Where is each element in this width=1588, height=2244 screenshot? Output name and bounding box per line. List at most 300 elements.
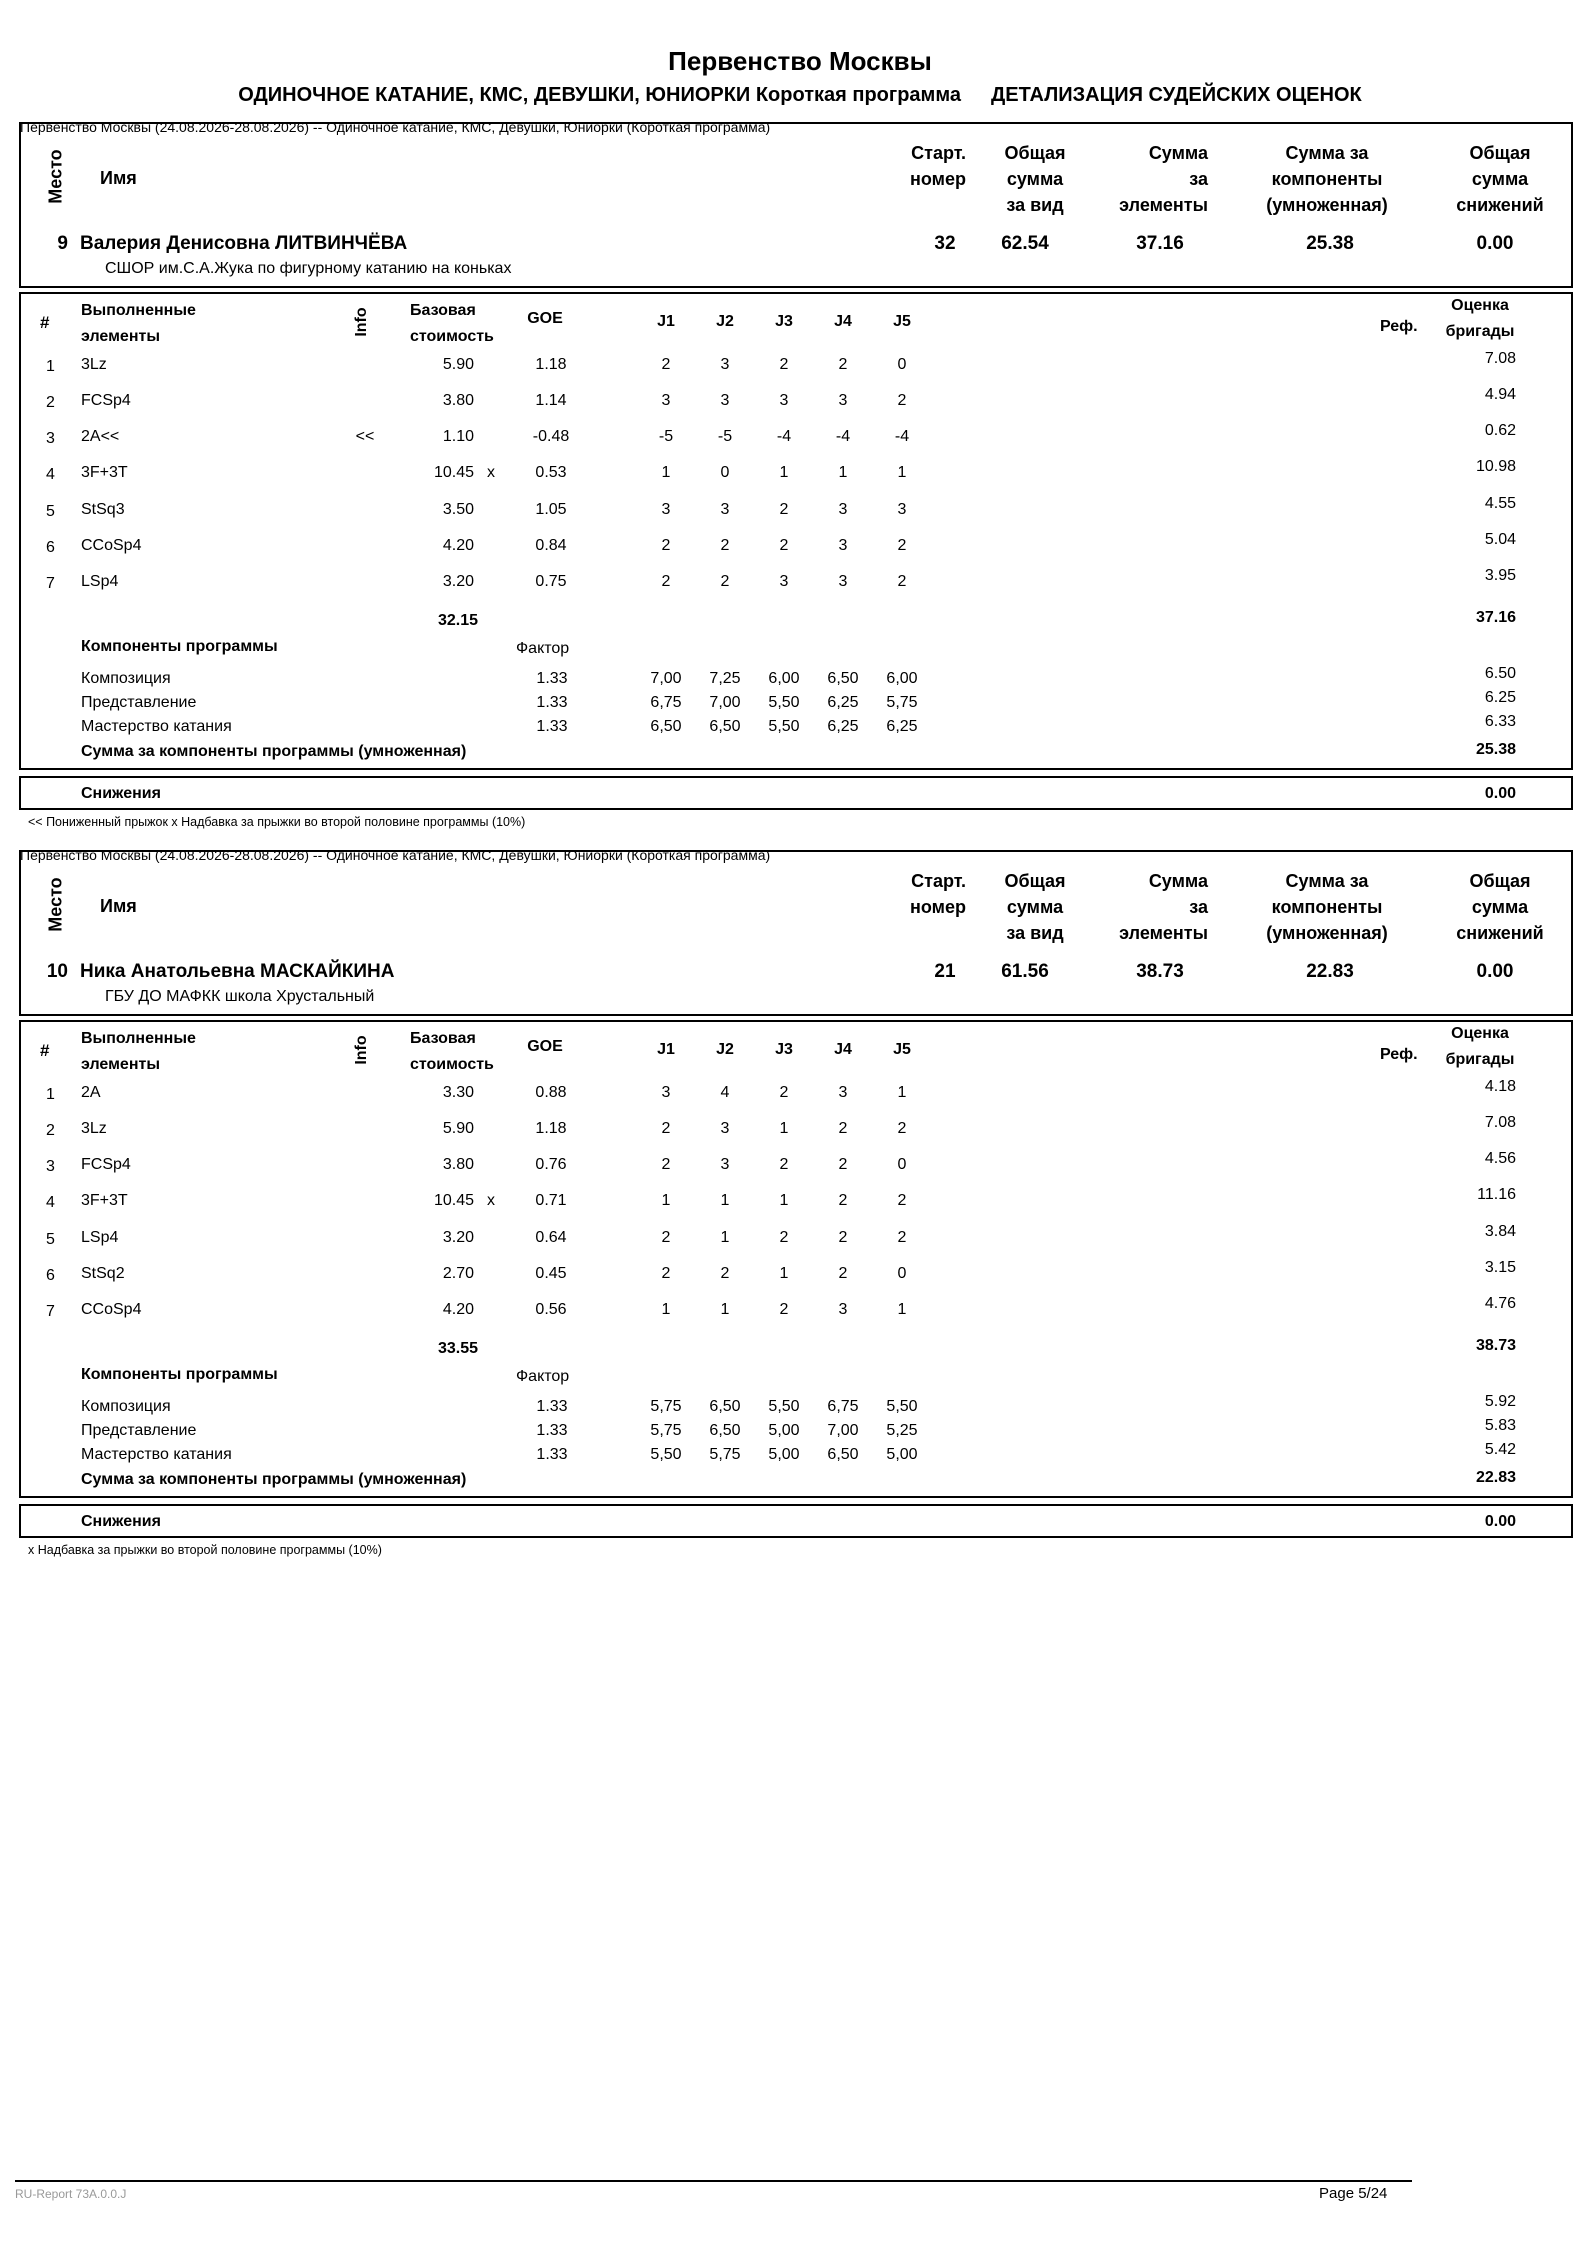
- total-components-value: 22.83: [1306, 961, 1354, 982]
- element-goe: 1.05: [535, 501, 567, 518]
- start-no-label-line: Старт.: [911, 143, 966, 163]
- total-components-label-line: компоненты: [1271, 169, 1383, 189]
- factor-label: Фактор: [516, 1368, 570, 1385]
- element-judge-score: 2: [897, 1192, 907, 1209]
- element-base-value: 3.20: [442, 1229, 474, 1246]
- total-components-value: 25.38: [1306, 233, 1354, 254]
- total-components-label: [1252, 140, 1402, 218]
- element-judge-score: 3: [720, 501, 730, 518]
- skater-club: СШОР им.С.А.Жука по фигурному катанию на коньках: [105, 260, 512, 277]
- element-goe: 0.88: [535, 1084, 567, 1101]
- element-judge-score: 3: [720, 1156, 730, 1173]
- component-factor: 1.33: [536, 1422, 568, 1439]
- element-judge-score: 2: [838, 1265, 848, 1282]
- component-judge-score: 5,50: [768, 1398, 800, 1415]
- component-panel-score: 6.50: [1484, 665, 1516, 682]
- info-label: Info: [353, 1035, 370, 1065]
- element-judge-score: 3: [720, 392, 730, 409]
- num-label: #: [40, 313, 50, 332]
- base-value-label-line: Базовая: [410, 1030, 476, 1047]
- element-judge-score: 2: [779, 501, 789, 518]
- element-judge-score: -5: [717, 428, 733, 445]
- component-name: Представление: [81, 1422, 197, 1439]
- element-panel-score: 3.84: [1484, 1223, 1516, 1240]
- element-number: 3: [46, 1158, 55, 1175]
- program-components-label: Компоненты программы: [81, 638, 278, 655]
- element-number: 4: [46, 1194, 55, 1211]
- base-value-total: 32.15: [437, 612, 478, 629]
- component-judge-score: 6,75: [650, 694, 682, 711]
- element-judge-score: 3: [661, 392, 671, 409]
- component-judge-score: 5,75: [650, 1422, 682, 1439]
- total-deductions-label-line: Общая: [1469, 143, 1531, 163]
- total-elements-label-line: Сумма: [1148, 871, 1208, 891]
- total-score-label-line: сумма: [1006, 897, 1064, 917]
- component-panel-score: 5.92: [1484, 1393, 1516, 1410]
- component-judge-score: 5,00: [886, 1446, 918, 1463]
- components-total: 22.83: [1475, 1469, 1516, 1486]
- element-judge-score: 1: [720, 1301, 730, 1318]
- element-number: 2: [46, 1122, 55, 1139]
- element-code: StSq2: [81, 1265, 125, 1282]
- element-number: 1: [46, 358, 55, 375]
- element-panel-score: 4.56: [1484, 1150, 1516, 1167]
- base-value-label: [410, 298, 494, 350]
- element-judge-score: 3: [720, 356, 730, 373]
- executed-label-line: Выполненные: [81, 302, 196, 319]
- total-score-value: 61.56: [1001, 961, 1049, 982]
- element-judge-score: 1: [661, 1192, 671, 1209]
- element-code: LSp4: [81, 1229, 119, 1246]
- total-elements-value: 38.73: [1136, 961, 1184, 982]
- element-goe: 1.18: [535, 1120, 567, 1137]
- element-base-value: 3.20: [442, 573, 474, 590]
- element-goe: -0.48: [532, 428, 570, 445]
- element-judge-score: 3: [779, 392, 789, 409]
- element-goe: 0.53: [535, 464, 567, 481]
- element-goe: 0.76: [535, 1156, 567, 1173]
- element-judge-score: 2: [779, 356, 789, 373]
- element-judge-score: 2: [779, 1156, 789, 1173]
- element-judge-score: 2: [897, 1229, 907, 1246]
- element-code: LSp4: [81, 573, 119, 590]
- element-panel-score: 3.15: [1484, 1259, 1516, 1276]
- element-base-value: 2.70: [442, 1265, 474, 1282]
- component-judge-score: 6,75: [827, 1398, 859, 1415]
- element-judge-score: 3: [838, 1084, 848, 1101]
- element-judge-score: 2: [897, 392, 907, 409]
- element-judge-score: 3: [838, 392, 848, 409]
- element-code: 3Lz: [81, 1120, 107, 1137]
- component-judge-score: 6,00: [768, 670, 800, 687]
- elements-total: 37.16: [1475, 609, 1516, 626]
- element-number: 7: [46, 1303, 55, 1320]
- executed-label-line: элементы: [81, 328, 160, 345]
- element-judge-score: 1: [661, 464, 671, 481]
- element-judge-score: 2: [661, 1120, 671, 1137]
- base-value-label: [410, 1026, 494, 1078]
- element-base-value: 10.45: [433, 464, 474, 481]
- footnote: x Надбавка за прыжки во второй половине программы (10%): [28, 1543, 382, 1557]
- element-code: FCSp4: [81, 1156, 131, 1173]
- component-factor: 1.33: [536, 694, 568, 711]
- base-value-label-line: стоимость: [410, 1056, 494, 1073]
- element-panel-score: 10.98: [1475, 458, 1516, 475]
- element-number: 7: [46, 575, 55, 592]
- component-judge-score: 5,50: [768, 718, 800, 735]
- footer-page-number: Page 5/24: [1319, 2185, 1388, 2202]
- num-label: #: [40, 1041, 50, 1060]
- element-base-value: 5.90: [442, 1120, 474, 1137]
- panel-score-label-line: Оценка: [1451, 297, 1509, 314]
- executed-label: [81, 1026, 196, 1078]
- element-judge-score: 1: [838, 464, 848, 481]
- element-base-value: 4.20: [442, 1301, 474, 1318]
- ref-label: Реф.: [1380, 1046, 1418, 1063]
- total-components-label-line: Сумма за: [1285, 143, 1369, 163]
- total-score-label-line: за вид: [1006, 923, 1064, 943]
- element-judge-score: 2: [838, 1229, 848, 1246]
- element-code: CCoSp4: [81, 537, 142, 554]
- element-judge-score: 0: [897, 1265, 907, 1282]
- component-judge-score: 6,50: [709, 1398, 741, 1415]
- element-code: FCSp4: [81, 392, 131, 409]
- element-judge-score: 1: [720, 1192, 730, 1209]
- deductions-value: 0.00: [1484, 1513, 1516, 1530]
- element-judge-score: 2: [897, 537, 907, 554]
- element-judge-score: 1: [779, 1120, 789, 1137]
- component-judge-score: 5,25: [886, 1422, 918, 1439]
- total-elements-label-line: элементы: [1119, 923, 1208, 943]
- goe-label: GOE: [527, 310, 563, 327]
- component-name: Композиция: [81, 670, 171, 687]
- component-judge-score: 5,75: [886, 694, 918, 711]
- element-goe: 0.71: [535, 1192, 567, 1209]
- component-judge-score: 5,00: [768, 1422, 800, 1439]
- element-code: StSq3: [81, 501, 125, 518]
- skater-rank: 10: [46, 961, 68, 982]
- total-elements-label: [1100, 868, 1208, 946]
- element-judge-score: -4: [776, 428, 792, 445]
- element-code: CCoSp4: [81, 1301, 142, 1318]
- total-elements-value: 37.16: [1136, 233, 1184, 254]
- element-judge-score: 2: [779, 1084, 789, 1101]
- info-label: Info: [353, 307, 370, 337]
- component-panel-score: 6.33: [1484, 713, 1516, 730]
- component-judge-score: 6,50: [827, 670, 859, 687]
- element-judge-score: 3: [838, 573, 848, 590]
- total-deductions-label-line: Общая: [1469, 871, 1531, 891]
- total-score-label: [990, 868, 1080, 946]
- total-deductions-label-line: снижений: [1456, 195, 1544, 215]
- element-judge-score: 1: [897, 464, 907, 481]
- base-value-label-line: стоимость: [410, 328, 494, 345]
- total-elements-label-line: за: [1189, 169, 1208, 189]
- judge-label-j2: J2: [716, 313, 734, 330]
- element-code: 2A: [81, 1084, 101, 1101]
- deductions-value: 0.00: [1484, 785, 1516, 802]
- start-number: 21: [934, 961, 956, 982]
- element-base-value: 3.80: [442, 1156, 474, 1173]
- judge-label-j1: J1: [657, 1041, 675, 1058]
- element-judge-score: 1: [779, 464, 789, 481]
- judge-label-j5: J5: [893, 1041, 911, 1058]
- component-panel-score: 6.25: [1484, 689, 1516, 706]
- event-line: Первенство Москвы (24.08.2026-28.08.2026) -- Одиночное катание, КМС, Девушки, Юниорки (Короткая программа): [20, 119, 771, 135]
- element-panel-score: 7.08: [1484, 350, 1516, 367]
- total-deductions-label-line: сумма: [1471, 897, 1529, 917]
- element-number: 6: [46, 1267, 55, 1284]
- total-deductions-label: [1440, 868, 1560, 946]
- element-judge-score: 2: [661, 573, 671, 590]
- element-judge-score: 2: [661, 1265, 671, 1282]
- start-no-label-line: номер: [910, 169, 966, 189]
- element-judge-score: -4: [894, 428, 910, 445]
- component-judge-score: 7,00: [827, 1422, 859, 1439]
- program-components-label: Компоненты программы: [81, 1366, 278, 1383]
- element-judge-score: 2: [720, 1265, 730, 1282]
- element-judge-score: 3: [779, 573, 789, 590]
- element-base-value: 3.80: [442, 392, 474, 409]
- total-components-label-line: Сумма за: [1285, 871, 1369, 891]
- skater-club: ГБУ ДО МАФКК школа Хрустальный: [105, 988, 375, 1005]
- footer-software: RU-Report 73A.0.0.J: [15, 2187, 127, 2201]
- element-judge-score: 3: [838, 501, 848, 518]
- elements-total: 38.73: [1475, 1337, 1516, 1354]
- subtitle-report-type: ДЕТАЛИЗАЦИЯ СУДЕЙСКИХ ОЦЕНОК: [991, 84, 1362, 106]
- element-judge-score: 2: [897, 1120, 907, 1137]
- name-label: Имя: [100, 168, 137, 188]
- component-factor: 1.33: [536, 670, 568, 687]
- element-judge-score: 1: [897, 1084, 907, 1101]
- total-elements-label-line: за: [1189, 897, 1208, 917]
- total-score-value: 62.54: [1001, 233, 1049, 254]
- element-code: 3Lz: [81, 356, 107, 373]
- page-subtitle: [0, 84, 1588, 107]
- total-components-label-line: (умноженная): [1266, 195, 1388, 215]
- element-goe: 0.75: [535, 573, 567, 590]
- panel-score-label: [1445, 1021, 1515, 1073]
- component-name: Мастерство катания: [81, 718, 232, 735]
- element-number: 3: [46, 430, 55, 447]
- start-no-label-line: номер: [910, 897, 966, 917]
- element-judge-score: 1: [661, 1301, 671, 1318]
- start-no-label: [880, 868, 966, 920]
- element-bonus-mark: x: [487, 1192, 495, 1209]
- start-no-label-line: Старт.: [911, 871, 966, 891]
- element-base-value: 1.10: [442, 428, 474, 445]
- factor-label: Фактор: [516, 640, 570, 657]
- footnote: << Пониженный прыжок x Надбавка за прыжки во второй половине программы (10%): [28, 815, 526, 829]
- executed-label-line: элементы: [81, 1056, 160, 1073]
- element-number: 6: [46, 539, 55, 556]
- total-elements-label-line: элементы: [1119, 195, 1208, 215]
- start-number: 32: [934, 233, 956, 254]
- element-judge-score: 1: [897, 1301, 907, 1318]
- skater-name: Валерия Денисовна ЛИТВИНЧЁВА: [80, 233, 408, 254]
- judge-label-j5: J5: [893, 313, 911, 330]
- element-number: 5: [46, 503, 55, 520]
- components-total-label: Сумма за компоненты программы (умноженная): [81, 1471, 467, 1488]
- element-judge-score: 2: [838, 356, 848, 373]
- element-judge-score: 2: [720, 537, 730, 554]
- element-panel-score: 5.04: [1484, 531, 1516, 548]
- place-label: Место: [45, 877, 66, 932]
- element-judge-score: 2: [661, 1156, 671, 1173]
- component-judge-score: 5,50: [650, 1446, 682, 1463]
- skater-rank: 9: [57, 233, 68, 254]
- component-factor: 1.33: [536, 718, 568, 735]
- base-value-label-line: Базовая: [410, 302, 476, 319]
- name-label: Имя: [100, 896, 137, 916]
- component-judge-score: 7,00: [650, 670, 682, 687]
- element-judge-score: 2: [838, 1156, 848, 1173]
- element-judge-score: 2: [661, 1229, 671, 1246]
- component-judge-score: 5,50: [768, 694, 800, 711]
- element-judge-score: 1: [720, 1229, 730, 1246]
- element-goe: 0.64: [535, 1229, 567, 1246]
- element-judge-score: 0: [720, 464, 730, 481]
- element-panel-score: 11.16: [1477, 1186, 1516, 1203]
- element-number: 5: [46, 1231, 55, 1248]
- component-judge-score: 6,25: [886, 718, 918, 735]
- component-judge-score: 6,00: [886, 670, 918, 687]
- panel-score-label-line: бригады: [1445, 323, 1515, 340]
- event-line: Первенство Москвы (24.08.2026-28.08.2026) -- Одиночное катание, КМС, Девушки, Юниорки (Короткая программа): [20, 847, 771, 863]
- total-components-label: [1252, 868, 1402, 946]
- judge-label-j4: J4: [834, 1041, 852, 1058]
- element-panel-score: 0.62: [1484, 422, 1516, 439]
- total-deductions-value: 0.00: [1476, 961, 1514, 982]
- component-name: Мастерство катания: [81, 1446, 232, 1463]
- element-judge-score: 3: [720, 1120, 730, 1137]
- element-judge-score: 3: [838, 537, 848, 554]
- element-goe: 0.56: [535, 1301, 567, 1318]
- element-bonus-mark: x: [487, 464, 495, 481]
- element-judge-score: 2: [779, 537, 789, 554]
- total-deductions-value: 0.00: [1476, 233, 1514, 254]
- goe-label: GOE: [527, 1038, 563, 1055]
- component-factor: 1.33: [536, 1446, 568, 1463]
- total-deductions-label-line: сумма: [1471, 169, 1529, 189]
- total-score-label-line: Общая: [1004, 871, 1066, 891]
- element-judge-score: 0: [897, 356, 907, 373]
- component-judge-score: 5,50: [886, 1398, 918, 1415]
- panel-score-label-line: Оценка: [1451, 1025, 1509, 1042]
- element-judge-score: 2: [661, 356, 671, 373]
- deductions-label: Снижения: [81, 1513, 161, 1530]
- total-score-label-line: сумма: [1006, 169, 1064, 189]
- element-judge-score: 1: [779, 1192, 789, 1209]
- element-judge-score: 4: [720, 1084, 730, 1101]
- component-judge-score: 6,25: [827, 694, 859, 711]
- element-judge-score: 1: [779, 1265, 789, 1282]
- component-judge-score: 5,00: [768, 1446, 800, 1463]
- element-goe: 0.84: [535, 537, 567, 554]
- element-panel-score: 4.18: [1484, 1078, 1516, 1095]
- total-elements-label-line: Сумма: [1148, 143, 1208, 163]
- total-deductions-label: [1440, 140, 1560, 218]
- element-judge-score: 2: [897, 573, 907, 590]
- component-judge-score: 6,50: [650, 718, 682, 735]
- element-panel-score: 3.95: [1484, 567, 1516, 584]
- footer-divider: [15, 2180, 1412, 2182]
- component-judge-score: 7,00: [709, 694, 741, 711]
- judge-label-j1: J1: [657, 313, 675, 330]
- element-goe: 1.14: [535, 392, 567, 409]
- element-judge-score: 2: [661, 537, 671, 554]
- ref-label: Реф.: [1380, 318, 1418, 335]
- panel-score-label-line: бригады: [1445, 1051, 1515, 1068]
- total-components-label-line: (умноженная): [1266, 923, 1388, 943]
- component-judge-score: 5,75: [650, 1398, 682, 1415]
- deductions-label: Снижения: [81, 785, 161, 802]
- total-components-label-line: компоненты: [1271, 897, 1383, 917]
- deductions-box: [19, 1504, 1573, 1538]
- element-judge-score: -4: [835, 428, 851, 445]
- judge-label-j2: J2: [716, 1041, 734, 1058]
- skater-name: Ника Анатольевна МАСКАЙКИНА: [80, 961, 395, 982]
- element-number: 1: [46, 1086, 55, 1103]
- element-base-value: 10.45: [433, 1192, 474, 1209]
- element-panel-score: 7.08: [1484, 1114, 1516, 1131]
- element-base-value: 5.90: [442, 356, 474, 373]
- base-value-total: 33.55: [437, 1340, 478, 1357]
- element-judge-score: 2: [779, 1301, 789, 1318]
- element-judge-score: -5: [658, 428, 674, 445]
- executed-label-line: Выполненные: [81, 1030, 196, 1047]
- element-base-value: 3.50: [442, 501, 474, 518]
- element-panel-score: 4.55: [1484, 495, 1516, 512]
- element-judge-score: 2: [838, 1120, 848, 1137]
- total-score-label-line: Общая: [1004, 143, 1066, 163]
- panel-score-label: [1445, 293, 1515, 345]
- components-total: 25.38: [1475, 741, 1516, 758]
- place-label: Место: [45, 149, 66, 204]
- component-judge-score: 6,25: [827, 718, 859, 735]
- element-judge-score: 2: [779, 1229, 789, 1246]
- element-panel-score: 4.76: [1484, 1295, 1516, 1312]
- judge-label-j4: J4: [834, 313, 852, 330]
- component-panel-score: 5.42: [1484, 1441, 1516, 1458]
- element-info: <<: [355, 428, 375, 445]
- executed-label: [81, 298, 196, 350]
- components-total-label: Сумма за компоненты программы (умноженная): [81, 743, 467, 760]
- element-judge-score: 2: [720, 573, 730, 590]
- judge-label-j3: J3: [775, 313, 793, 330]
- page-title: Первенство Москвы: [668, 46, 932, 76]
- component-judge-score: 7,25: [709, 670, 741, 687]
- element-code: 3F+3T: [81, 464, 128, 481]
- element-panel-score: 4.94: [1484, 386, 1516, 403]
- deductions-box: [19, 776, 1573, 810]
- component-judge-score: 6,50: [827, 1446, 859, 1463]
- start-no-label: [880, 140, 966, 192]
- element-judge-score: 2: [838, 1192, 848, 1209]
- element-judge-score: 3: [838, 1301, 848, 1318]
- total-deductions-label-line: снижений: [1456, 923, 1544, 943]
- element-judge-score: 0: [897, 1156, 907, 1173]
- element-base-value: 3.30: [442, 1084, 474, 1101]
- component-name: Представление: [81, 694, 197, 711]
- element-judge-score: 3: [661, 501, 671, 518]
- subtitle-competition: ОДИНОЧНОЕ КАТАНИЕ, КМС, ДЕВУШКИ, ЮНИОРКИ Короткая программа: [238, 84, 961, 106]
- element-number: 2: [46, 394, 55, 411]
- component-judge-score: 5,75: [709, 1446, 741, 1463]
- component-judge-score: 6,50: [709, 1422, 741, 1439]
- judge-label-j3: J3: [775, 1041, 793, 1058]
- element-goe: 1.18: [535, 356, 567, 373]
